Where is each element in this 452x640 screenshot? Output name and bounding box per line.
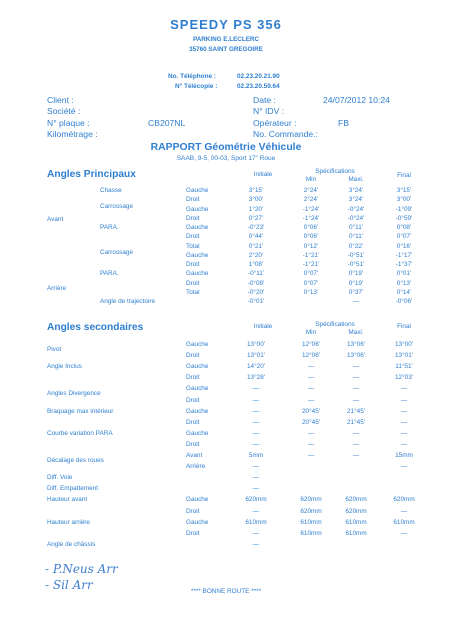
principal-cell-final: -1°37' <box>395 261 413 268</box>
secondary-row <box>0 385 452 398</box>
principal-row-label: PARA. <box>100 270 119 278</box>
principal-cell-min: -1°21' <box>302 261 320 268</box>
phone-label: No. Téléphone : <box>168 73 216 80</box>
secondary-row <box>0 474 452 484</box>
secondary-col-initiale: Initiale <box>253 323 273 330</box>
secondary-row-label: Angle Inclus <box>47 363 82 371</box>
secondary-cell-min: — <box>307 452 315 459</box>
principal-cell-min: 0°12' <box>303 242 319 250</box>
principal-cell-final: 3°00' <box>396 196 412 204</box>
secondary-col-min: Min <box>305 329 317 336</box>
phone-value: 02.23.20.21.90 <box>237 73 280 80</box>
principal-cell-max: -0°51' <box>347 251 365 259</box>
handwritten-note-1: - P.Neus Arr <box>45 562 118 576</box>
secondary-cell-init: — <box>252 540 260 548</box>
principal-angles-title: Angles Principaux <box>47 169 136 180</box>
secondary-cell-side: Droit <box>186 418 200 426</box>
secondary-row-label: Braquage max intérieur <box>47 407 114 415</box>
secondary-row <box>0 463 452 473</box>
fax-value: 02.23.20.59.64 <box>237 83 280 90</box>
secondary-cell-init: 14°20' <box>247 363 265 371</box>
secondary-cell-init: 13°00' <box>247 341 265 348</box>
principal-cell-final: 0°16' <box>396 242 412 250</box>
secondary-cell-min: 620mm <box>300 496 322 504</box>
secondary-row <box>0 496 452 506</box>
commande-label: No. Commande.: <box>253 129 318 139</box>
secondary-cell-max: — <box>352 429 360 437</box>
secondary-cell-init: — <box>252 385 260 393</box>
principal-cell-min: 0°07' <box>303 270 319 278</box>
principal-cell-min: 0°13' <box>303 288 319 296</box>
principal-cell-min: -1°21' <box>302 251 320 259</box>
secondary-cell-side: Gauche <box>186 429 209 437</box>
secondary-cell-init: — <box>252 407 260 415</box>
principal-cell-init: 1°20' <box>248 205 264 213</box>
secondary-cell-min: 12°06' <box>302 352 320 360</box>
principal-cell-max: 0°22' <box>348 242 364 250</box>
secondary-row <box>0 341 452 351</box>
operateur-value: FB <box>338 118 349 128</box>
secondary-cell-max: 13°06' <box>347 352 365 360</box>
secondary-cell-max: — <box>352 374 360 382</box>
principal-cell-final: 0°14' <box>396 288 412 296</box>
shop-address-line1: PARKING E.LECLERC <box>192 36 259 43</box>
secondary-cell-init: 5mm <box>248 452 264 459</box>
principal-col-min: Min <box>305 176 317 183</box>
secondary-row-label: Diff. Voie <box>47 474 73 482</box>
secondary-cell-max: — <box>352 363 360 371</box>
secondary-row-label: Angle de châssis <box>47 540 96 548</box>
principal-cell-min: -1°24' <box>302 214 320 222</box>
secondary-cell-min: — <box>307 440 315 448</box>
secondary-row <box>0 508 452 518</box>
principal-cell-final: 0°13' <box>396 279 412 287</box>
secondary-row <box>0 441 452 451</box>
secondary-cell-max: 610mm <box>345 518 367 526</box>
secondary-row-label: Hauteur arrière <box>47 518 90 526</box>
principal-cell-min: 0°06' <box>303 224 319 231</box>
principal-cell-init: -0°11' <box>247 270 265 278</box>
principal-cell-side: Droit <box>186 214 200 222</box>
date-value: 24/07/2012 10:24 <box>323 95 390 105</box>
group-avant-label: Avant <box>47 216 64 223</box>
secondary-cell-final: 610mm <box>393 518 415 526</box>
secondary-cell-side: Droit <box>186 440 200 448</box>
principal-cell-init: 3°00' <box>248 196 264 204</box>
secondary-cell-max: — <box>352 385 360 393</box>
secondary-row <box>0 352 452 362</box>
principal-cell-side: Gauche <box>186 251 209 259</box>
secondary-cell-max: 21°45' <box>347 407 365 415</box>
shop-title: SPEEDY PS 356 <box>170 17 282 32</box>
principal-cell-init: 0°44' <box>248 233 264 241</box>
principal-cell-max: 3°24' <box>348 196 364 204</box>
secondary-cell-init: — <box>252 429 260 437</box>
secondary-cell-init: 620mm <box>245 496 267 504</box>
kilometrage-label: Kilométrage : <box>47 129 98 139</box>
principal-cell-side: Droit <box>186 196 200 204</box>
secondary-cell-side: Gauche <box>186 363 209 371</box>
principal-cell-init: -0°08' <box>247 279 265 287</box>
secondary-cell-min: — <box>307 385 315 393</box>
footer-message: **** BONNE ROUTE **** <box>190 588 262 595</box>
group-arriere-label: Arrière <box>47 285 67 292</box>
secondary-cell-init: — <box>252 474 260 482</box>
principal-cell-side: Total <box>186 288 200 296</box>
secondary-cell-final: — <box>400 440 408 448</box>
principal-cell-side: Droit <box>186 261 200 268</box>
principal-col-specs: Spécifications <box>315 168 355 175</box>
secondary-col-final: Final <box>397 323 411 330</box>
secondary-cell-side: Gauche <box>186 407 209 415</box>
secondary-cell-final: — <box>400 385 408 393</box>
principal-cell-side: Gauche <box>186 187 209 194</box>
secondary-row <box>0 530 452 540</box>
secondary-row <box>0 374 452 384</box>
vehicle-subtitle: SAAB, 9-5, 00-03, Sport 17" Roue <box>176 155 276 162</box>
principal-cell-max: -0°51' <box>347 261 365 268</box>
secondary-cell-min: 610mm <box>300 518 322 526</box>
secondary-row-label: Pivot <box>47 346 62 353</box>
secondary-cell-min: — <box>307 429 315 437</box>
handwritten-note-2: - Sil Arr <box>45 578 93 592</box>
principal-cell-final: 0°08' <box>396 224 412 231</box>
secondary-cell-final: — <box>400 529 408 537</box>
principal-cell-final: 3°15' <box>396 187 412 194</box>
societe-label: Société : <box>47 106 81 116</box>
principal-col-initiale: Initiale <box>253 171 273 178</box>
principal-row-label: Chasse <box>100 187 122 194</box>
principal-cell-max: 3°24' <box>348 187 364 194</box>
secondary-cell-max: 610mm <box>345 529 367 537</box>
secondary-row <box>0 419 452 429</box>
secondary-cell-final: 15mm <box>395 452 413 459</box>
secondary-cell-final: — <box>400 507 408 515</box>
report-title: RAPPORT Géométrie Véhicule <box>150 142 302 153</box>
principal-cell-max: 0°37' <box>348 288 364 296</box>
secondary-row <box>0 430 452 440</box>
secondary-cell-side: Gauche <box>186 496 209 504</box>
secondary-cell-final: — <box>400 429 408 437</box>
secondary-cell-final: — <box>400 396 408 404</box>
secondary-cell-side: Gauche <box>186 518 209 526</box>
secondary-row-label: Diff. Empattement <box>47 485 99 493</box>
secondary-row <box>0 541 452 551</box>
secondary-cell-final: — <box>400 418 408 426</box>
secondary-cell-max: 620mm <box>345 507 367 515</box>
shop-address-line2: 35760 SAINT GREGOIRE <box>189 46 263 53</box>
secondary-cell-init: — <box>252 463 260 471</box>
secondary-row-label: Angles Divergence <box>47 390 101 398</box>
secondary-cell-min: 12°06' <box>302 341 320 348</box>
principal-cell-max: -0°24' <box>347 205 365 213</box>
secondary-cell-max: — <box>352 396 360 404</box>
principal-cell-init: 2°20' <box>248 251 264 259</box>
secondary-row-label: Hauteur avant <box>47 496 88 504</box>
secondary-cell-min: 610mm <box>300 529 322 537</box>
principal-cell-min: 2°24' <box>303 196 319 204</box>
principal-cell-init: 1°08' <box>248 261 264 268</box>
secondary-cell-min: 20°45' <box>302 407 320 415</box>
secondary-cell-min: 620mm <box>300 507 322 515</box>
secondary-cell-init: — <box>252 396 260 404</box>
principal-cell-side: Gauche <box>186 205 209 213</box>
principal-cell-init: -0°01' <box>247 298 265 305</box>
principal-cell-min: 2°24' <box>303 187 319 194</box>
plaque-value: CB207NL <box>148 118 186 128</box>
principal-cell-max: 0°11' <box>349 233 363 241</box>
principal-col-maxi: Maxi. <box>348 176 364 183</box>
principal-cell-min: -1°24' <box>302 205 320 213</box>
principal-cell-final: 0°01' <box>396 270 412 278</box>
secondary-cell-side: Avant <box>186 452 203 459</box>
secondary-cell-min: 20°45' <box>302 418 320 426</box>
secondary-cell-side: Droit <box>186 352 200 360</box>
secondary-cell-final: — <box>400 463 408 471</box>
secondary-cell-min: — <box>307 374 315 382</box>
principal-cell-final: -0°06' <box>395 298 413 305</box>
principal-cell-final: 0°07' <box>396 233 412 241</box>
principal-cell-init: 3°15' <box>248 187 264 194</box>
principal-cell-max: 0°11' <box>349 224 363 231</box>
fax-label: N° Télécopie : <box>175 83 218 90</box>
secondary-row <box>0 408 452 418</box>
principal-cell-side: Gauche <box>186 270 209 278</box>
secondary-cell-min: — <box>307 363 315 371</box>
secondary-cell-side: Gauche <box>186 385 209 393</box>
secondary-cell-max: — <box>352 452 360 459</box>
plaque-label: N° plaque : <box>47 118 90 128</box>
secondary-row <box>0 363 452 373</box>
secondary-cell-side: Droit <box>186 396 200 404</box>
secondary-cell-init: — <box>252 529 260 537</box>
secondary-cell-final: 620mm <box>393 496 415 504</box>
principal-cell-max: -0°24' <box>347 214 365 222</box>
secondary-col-maxi: Maxi. <box>348 329 364 336</box>
principal-cell-side: Droit <box>186 233 200 241</box>
secondary-row-label: Décalage des roues <box>47 457 104 464</box>
secondary-angles-title: Angles secondaires <box>47 322 144 333</box>
secondary-cell-max: 13°06' <box>347 341 365 348</box>
principal-row-label: PARA. <box>100 224 119 231</box>
client-label: Client : <box>47 95 74 105</box>
principal-cell-min: 0°07' <box>303 279 319 287</box>
secondary-cell-init: — <box>252 507 260 515</box>
secondary-cell-max: 620mm <box>345 496 367 504</box>
date-label: Date : <box>253 95 276 105</box>
principal-cell-side: Total <box>186 242 200 250</box>
secondary-cell-max: — <box>352 440 360 448</box>
operateur-label: Opérateur : <box>253 118 297 128</box>
secondary-cell-side: Arrière <box>186 463 206 471</box>
principal-cell-max: 0°19' <box>348 270 364 278</box>
secondary-cell-init: 13°01' <box>247 352 265 360</box>
principal-cell-side: Droit <box>186 279 200 287</box>
principal-cell-final: -1°09' <box>395 205 413 213</box>
secondary-cell-init: 610mm <box>245 518 267 526</box>
secondary-cell-init: — <box>252 418 260 426</box>
secondary-cell-final: 12°03' <box>395 374 413 382</box>
secondary-cell-side: Droit <box>186 374 200 382</box>
secondary-cell-final: — <box>400 407 408 415</box>
secondary-row <box>0 452 452 462</box>
principal-cell-final: -0°59' <box>395 214 413 222</box>
secondary-cell-init: — <box>252 440 260 448</box>
secondary-row-label: Courbe variation PARA <box>47 429 113 437</box>
principal-col-final: Final <box>397 172 411 179</box>
principal-cell-max: — <box>352 298 360 305</box>
principal-cell-final: -1°17' <box>395 251 413 259</box>
secondary-cell-side: Droit <box>186 507 200 515</box>
principal-cell-init: -0°23' <box>247 224 265 231</box>
principal-row-label: Carrossage <box>100 202 134 210</box>
principal-cell-init: -0°20' <box>247 288 265 296</box>
secondary-cell-max: 21°45' <box>347 418 365 426</box>
principal-cell-init: 0°21' <box>248 242 264 250</box>
principal-cell-init: 0°27' <box>248 214 264 222</box>
secondary-row <box>0 519 452 529</box>
secondary-row <box>0 397 452 407</box>
secondary-cell-init: 13°28' <box>247 374 265 382</box>
principal-row-label: Angle de trajectoire <box>100 298 156 305</box>
secondary-cell-final: 13°00' <box>395 341 413 348</box>
principal-cell-side: Gauche <box>186 224 209 231</box>
secondary-cell-min: — <box>307 396 315 404</box>
secondary-cell-side: Gauche <box>186 341 209 348</box>
principal-row-label: Carrossage <box>100 248 134 256</box>
secondary-col-specs: Spécifications <box>315 321 355 328</box>
principal-cell-min: 0°06' <box>303 233 319 241</box>
secondary-row <box>0 485 452 495</box>
secondary-cell-init: — <box>252 485 260 493</box>
secondary-cell-final: 13°01' <box>395 352 413 360</box>
idv-label: N° IDV : <box>253 106 285 116</box>
principal-cell-max: 0°19' <box>348 279 364 287</box>
secondary-cell-final: 11°51' <box>395 363 413 371</box>
secondary-cell-side: Droit <box>186 529 200 537</box>
